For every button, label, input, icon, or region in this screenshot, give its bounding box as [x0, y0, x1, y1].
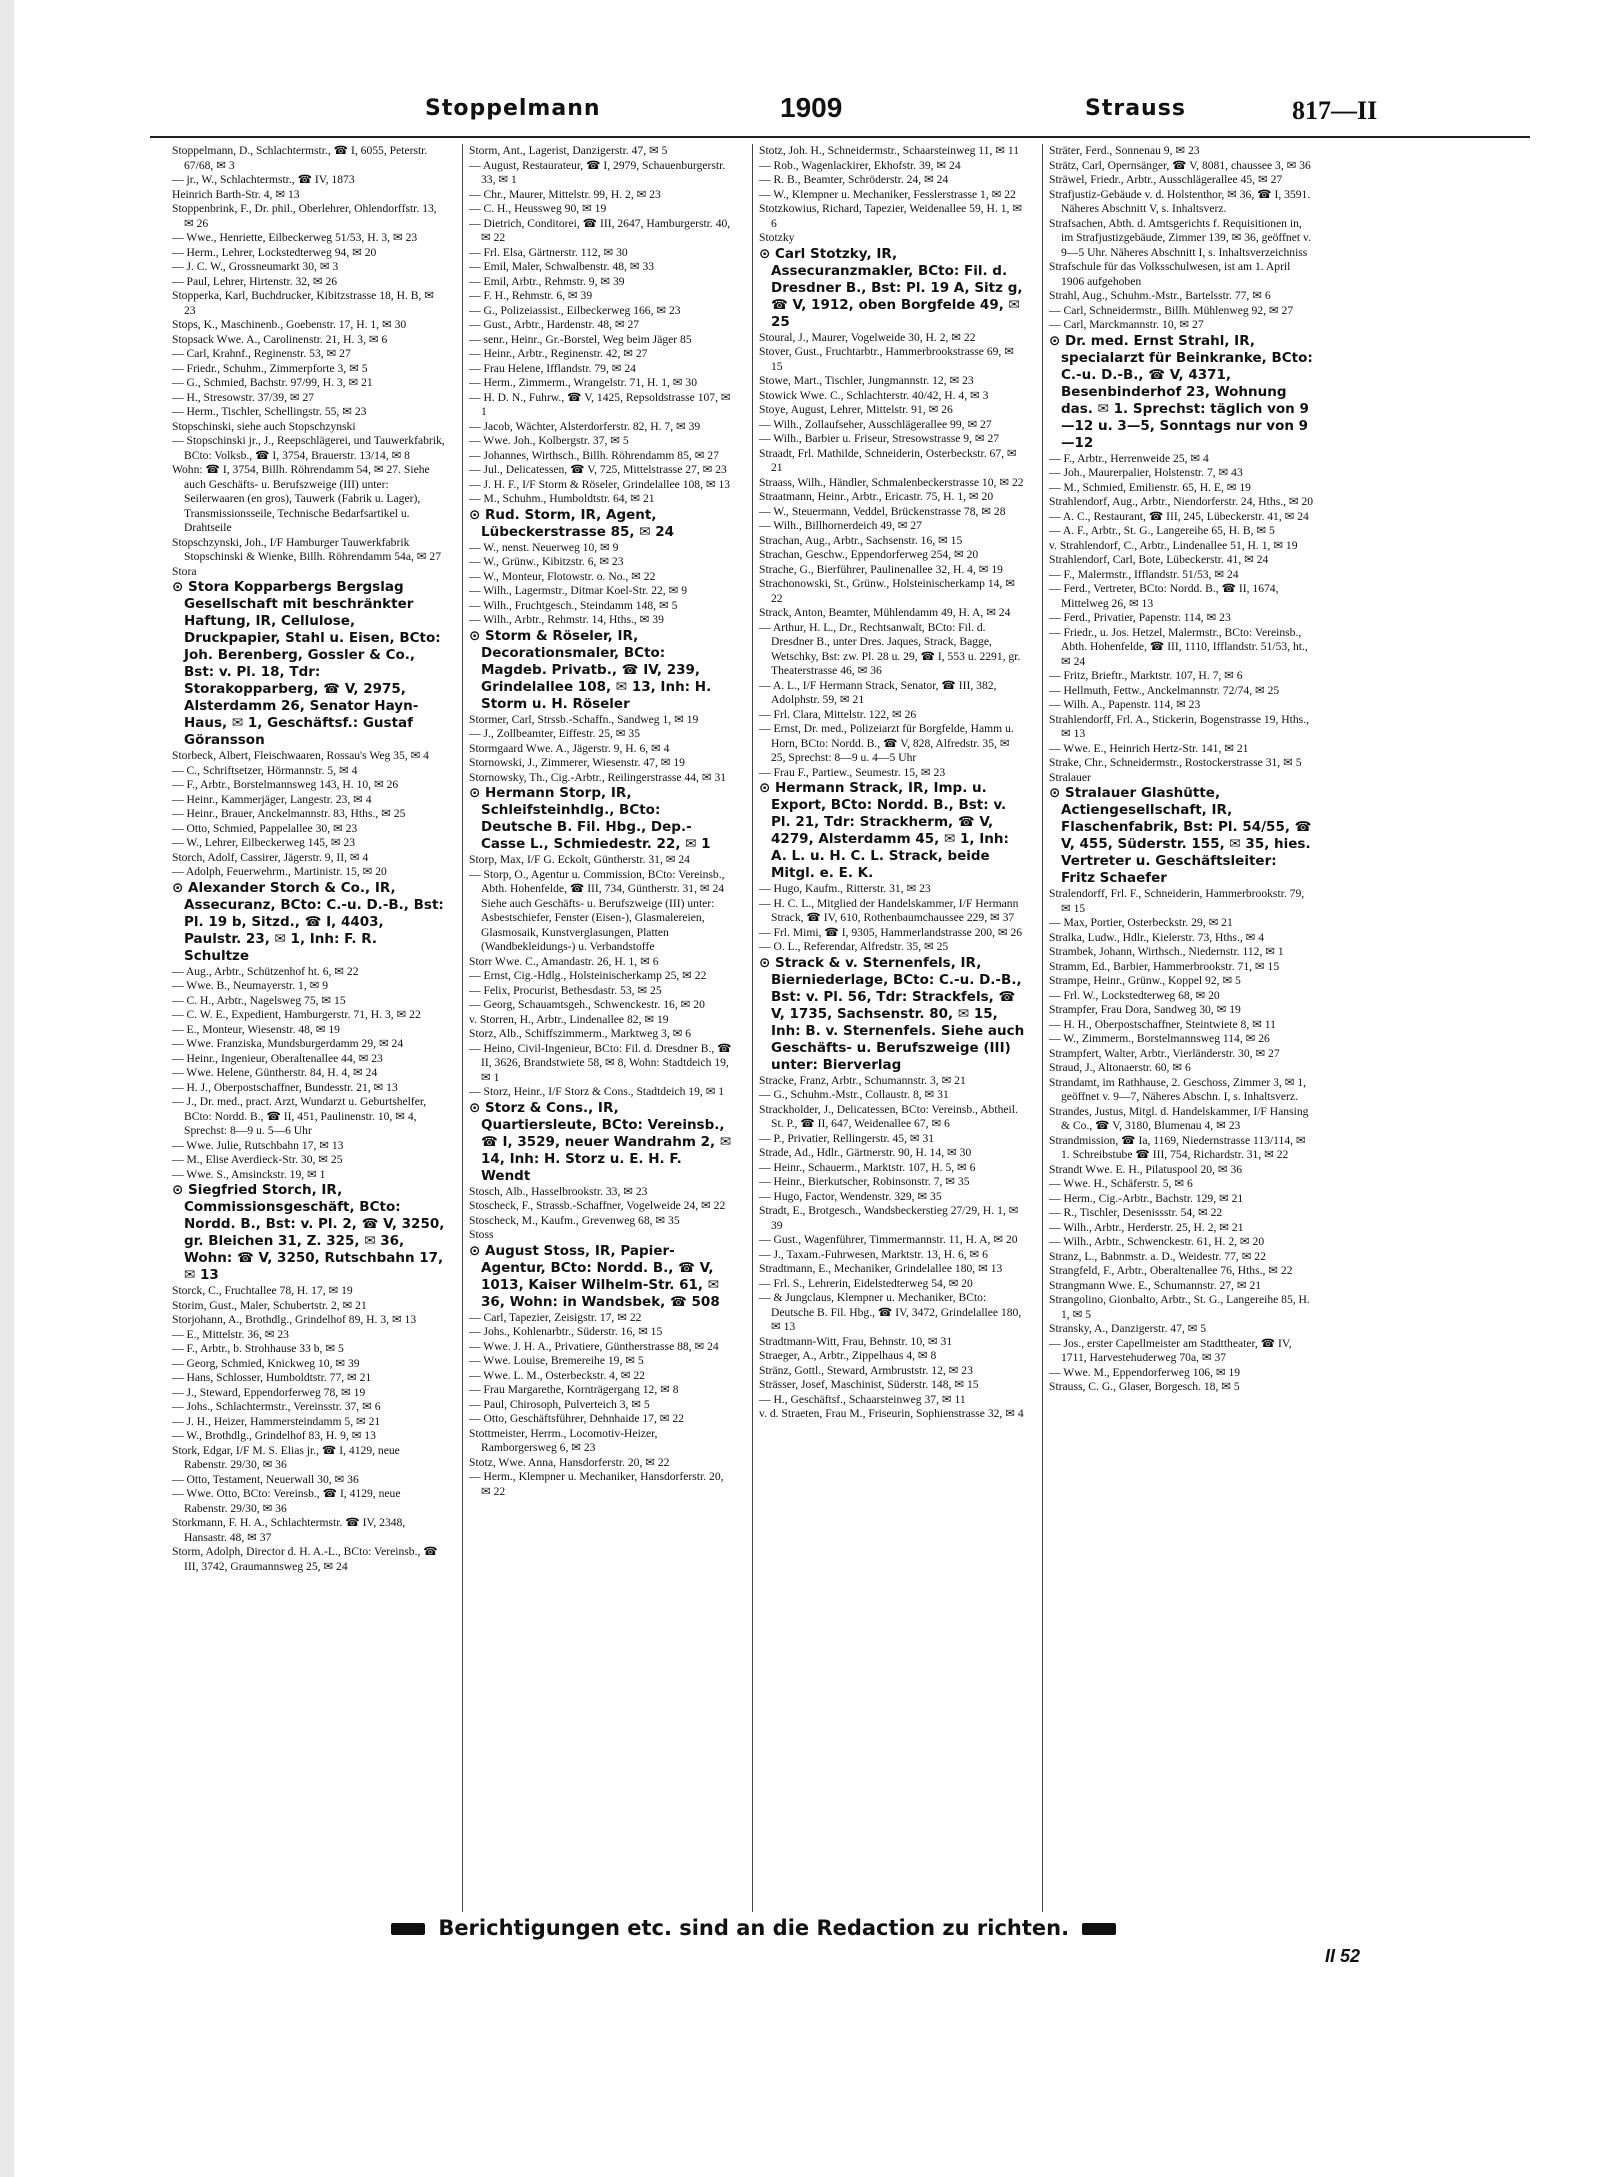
- directory-entry: Strake, Chr., Schneidermstr., Rostockerstrasse 31, ✉ 5: [1049, 756, 1302, 769]
- directory-entry: — Heino, Civil-Ingenieur, BCto: Fil. d. Dresdner B., ☎ II, 3626, Brandstwiete 58, ✉ 8, Wohn: Stadtdeich 19, ✉ 1: [469, 1041, 732, 1084]
- directory-entry: — Wilh. A., Papenstr. 114, ✉ 23: [1049, 698, 1201, 711]
- directory-entry: — Carl, Schneidermstr., Billh. Mühlenweg 92, ✉ 27: [1049, 303, 1294, 317]
- directory-entry: ⊙ Storz & Cons., IR, Quartiersleute, BCto: Vereinsb., ☎ I, 3529, neuer Wandrahm 2, ✉ 14, Inh: H. Storz u. E. H. F. Wendt: [469, 1099, 732, 1184]
- directory-entry: Stosch, Alb., Hasselbrookstr. 33, ✉ 23: [469, 1184, 648, 1198]
- directory-entry: — Storp, O., Agentur u. Commission, BCto: Vereinsb., Abth. Hohenfelde, ☎ III, 734, Güntherstr. 31, ✉ 24 Siehe auch Geschäfts- u. Berufszweige (III) unter: Asbestschiefer, Fenster (Eisen-), Glasmalereien, Glasmosaik, Kunstverglasungen, Platten (Wandbekleidungs-) u. Verbandstoffe: [469, 867, 725, 953]
- directory-entry: — G., Polizeiassist., Eilbeckerweg 166, ✉ 23: [469, 303, 681, 317]
- directory-entry: — Frl. W., Lockstedterweg 68, ✉ 20: [1049, 988, 1220, 1002]
- directory-entry: ⊙ Alexander Storch & Co., IR, Assecuranz, BCto: C.-u. D.-B., Bst: Pl. 19 b, Sitzd., ☎ I, 4403, Paulstr. 23, ✉ 1, Inh: F. R. Schultze: [172, 879, 444, 964]
- directory-entry: Heinrich Barth-Str. 4, ✉ 13: [172, 187, 300, 201]
- directory-entry: — Ernst, Cig.-Hdlg., Holsteinischerkamp 25, ✉ 22: [469, 969, 707, 982]
- directory-entry: Strack, Anton, Beamter, Mühlendamm 49, H. A, ✉ 24: [759, 606, 1011, 619]
- directory-entry: — Ferd., Vertreter, BCto: Nordd. B., ☎ II, 1674, Mittelweg 26, ✉ 13: [1049, 582, 1279, 610]
- directory-entry: Strandt Wwe. E. H., Pilatuspool 20, ✉ 36: [1049, 1162, 1243, 1176]
- directory-entry: Strandmission, ☎ Ia, 1169, Niedernstrasse 113/114, ✉ 1. Schreibstube ☎ III, 754, Richardstr. 31, ✉ 22: [1049, 1133, 1306, 1161]
- directory-entry: v. d. Straeten, Frau M., Friseurin, Sophienstrasse 32, ✉ 4: [759, 1407, 1024, 1420]
- directory-entry: Strätz, Carl, Opernsänger, ☎ V, 8081, chaussee 3, ✉ 36: [1049, 158, 1311, 172]
- directory-entry: — P., Privatier, Rellingerstr. 45, ✉ 31: [759, 1131, 935, 1145]
- directory-entry: — Wilh., Arbtr., Herderstr. 25, H. 2, ✉ 21: [1049, 1220, 1244, 1234]
- directory-entry: — W., Lehrer, Eilbeckerweg 145, ✉ 23: [172, 836, 356, 849]
- directory-entry: — Jacob, Wächter, Alsterdorferstr. 82, H. 7, ✉ 39: [469, 419, 701, 433]
- directory-entry: Strauss, C. G., Glaser, Borgesch. 18, ✉ 5: [1049, 1380, 1240, 1393]
- directory-entry: Strackholder, J., Delicatessen, BCto: Vereinsb., Abtheil. St. P., ☎ II, 647, Weidenallee 67, ✉ 6: [759, 1102, 1018, 1130]
- directory-entry: Stoural, J., Maurer, Vogelweide 30, H. 2, ✉ 22: [759, 330, 976, 344]
- directory-entry: — J. H. F., I/F Storm & Röseler, Grindelallee 108, ✉ 13: [469, 477, 731, 491]
- directory-entry: — Arthur, H. L., Dr., Rechtsanwalt, BCto: Fil. d. Dresdner B., unter Dres. Jaques, Strack, Bagge, Wetschky, Bst: zw. Pl. 28 u. 29, ☎ I, 553 u. 2291, gr. Theaterstrasse 46, ✉ 36: [759, 620, 1021, 677]
- directory-entry: — Wwe. Otto, BCto: Vereinsb., ☎ I, 4129, neue Rabenstr. 29/30, ✉ 36: [172, 1487, 401, 1515]
- directory-entry: — Rob., Wagenlackirer, Ekhofstr. 39, ✉ 24: [759, 158, 961, 172]
- directory-entry: Stornowsky, Th., Cig.-Arbtr., Reilingerstrasse 44, ✉ 31: [469, 770, 727, 784]
- directory-entry: — J., Steward, Eppendorferweg 78, ✉ 19: [172, 1385, 366, 1399]
- directory-entry: — Hellmuth, Fettw., Anckelmannstr. 72/74, ✉ 25: [1049, 683, 1280, 697]
- directory-entry: Strachan, Geschw., Eppendorferweg 254, ✉ 20: [759, 548, 979, 561]
- directory-entry: Stralauer: [1049, 770, 1091, 784]
- directory-entry: — Joh., Maurerpalier, Holstenstr. 7, ✉ 43: [1049, 466, 1243, 479]
- directory-entry: — W., Grünw., Kibitzstr. 6, ✉ 23: [469, 555, 624, 568]
- directory-entry: — Gust., Wagenführer, Timmermannstr. 11, H. A, ✉ 20: [759, 1233, 1018, 1246]
- directory-entry: Stotz, Joh. H., Schneidermstr., Schaarsteinweg 11, ✉ 11: [759, 144, 1020, 157]
- directory-entry: — Jul., Delicatessen, ☎ V, 725, Mittelstrasse 27, ✉ 23: [469, 463, 727, 476]
- directory-entry: Stoppenbrink, F., Dr. phil., Oberlehrer, Ohlendorffstr. 13, ✉ 26: [172, 202, 437, 230]
- directory-entry: — H., Stresowstr. 37/39, ✉ 27: [172, 390, 315, 404]
- directory-entry: — Storz, Heinr., I/F Storz & Cons., Stadtdeich 19, ✉ 1: [469, 1085, 725, 1098]
- directory-entry: Stopsack Wwe. A., Carolinenstr. 21, H. 3, ✉ 6: [172, 332, 388, 346]
- directory-entry: ⊙ Hermann Strack, IR, Imp. u. Export, BCto: Nordd. B., Bst: v. Pl. 21, Tdr: Strackherm, ☎ V, 4279, Alsterdamm 45, ✉ 1, Inh: A. L. u. H. C. L. Strack, beide Mitgl. e. E. K.: [759, 780, 1009, 881]
- directory-entry: — Wwe. M., Eppendorferweg 106, ✉ 19: [1049, 1365, 1241, 1379]
- directory-entry: — C. H., Heussweg 90, ✉ 19: [469, 202, 607, 215]
- directory-entry: — H. C. L., Mitglied der Handelskammer, I/F Hermann Strack, ☎ IV, 610, Rothenbaumchaussee 229, ✉ 37: [759, 896, 1019, 924]
- directory-entry: — M., Schuhm., Humboldtstr. 64, ✉ 21: [469, 492, 655, 505]
- directory-entry: — H. H., Oberpostschaffner, Steintwiete 8, ✉ 11: [1049, 1017, 1276, 1031]
- scan-margin: [0, 0, 14, 2177]
- directory-entry: — Heinr., Ingenieur, Oberaltenallee 44, ✉ 23: [172, 1051, 383, 1065]
- directory-entry: — Heinr., Bierkutscher, Robinsonstr. 7, ✉ 35: [759, 1175, 970, 1188]
- directory-entry: — Herm., Lehrer, Lockstedterweg 94, ✉ 20: [172, 245, 377, 259]
- directory-entry: — G., Schmied, Bachstr. 97/99, H. 3, ✉ 21: [172, 376, 373, 389]
- directory-entry: Storp, Max, I/F G. Eckolt, Güntherstr. 31, ✉ 24: [469, 853, 690, 866]
- directory-entry: — Ernst, Dr. med., Polizeiarzt für Borgfelde, Hamm u. Horn, BCto: Nordd. B., ☎ V, 828, Alfredstr. 35, ✉ 25, Sprechst: 8—9 u. 4—5 Uhr: [759, 722, 1014, 764]
- directory-entry: — Wilh., Arbtr., Schwenckestr. 61, H. 2, ✉ 20: [1049, 1235, 1265, 1248]
- directory-entry: ⊙ Hermann Storp, IR, Schleifsteinhdlg., BCto: Deutsche B. Fil. Hbg., Dep.-Casse L., Schmiedestr. 22, ✉ 1: [469, 785, 711, 852]
- directory-entry: Stränz, Gottl., Steward, Armbruststr. 12, ✉ 23: [759, 1363, 973, 1377]
- header-page-number: 817—II: [1292, 96, 1378, 125]
- directory-entry: ⊙ Carl Stotzky, IR, Assecuranzmakler, BCto: Fil. d. Dresdner B., Bst: Pl. 19 A, Sitz g, ☎ V, 1912, oben Borgfelde 49, ✉ 25: [759, 245, 1023, 330]
- directory-entry: Storim, Gust., Maler, Schubertstr. 2, ✉ 21: [172, 1298, 367, 1312]
- directory-entry: — Heinr., Brauer, Anckelmannstr. 83, Hths., ✉ 25: [172, 807, 406, 820]
- directory-entry: Strässer, Josef, Maschinist, Süderstr. 148, ✉ 15: [759, 1378, 979, 1391]
- directory-entry: — F., Arbtr., b. Strohhause 33 b, ✉ 5: [172, 1342, 344, 1355]
- directory-entry: Strampfer, Frau Dora, Sandweg 30, ✉ 19: [1049, 1003, 1241, 1016]
- directory-entry: Storm, Adolph, Director d. H. A.-L., BCto: Vereinsb., ☎ III, 3742, Graumannsweg 25, ✉ 24: [172, 1545, 438, 1573]
- directory-entry: — Paul, Lehrer, Hirtenstr. 32, ✉ 26: [172, 274, 338, 288]
- directory-entry: Stralendorff, Frl. F., Schneiderin, Hammerbrookstr. 79, ✉ 15: [1049, 887, 1305, 915]
- directory-entry: — H. J., Oberpostschaffner, Bundesstr. 21, ✉ 13: [172, 1080, 398, 1094]
- directory-entry: Stora: [172, 564, 197, 578]
- directory-entry: Stoscheck, M., Kaufm., Grevenweg 68, ✉ 35: [469, 1213, 680, 1227]
- directory-entry: — Wwe. H., Schäferstr. 5, ✉ 6: [1049, 1177, 1193, 1190]
- directory-entry: ⊙ Siegfried Storch, IR, Commissionsgeschäft, BCto: Nordd. B., Bst: v. Pl. 2, ☎ V, 3250, gr. Bleichen 31, Z. 325, ✉ 36, Wohn: ☎ V, 3250, Rutschbahn 17, ✉ 13: [172, 1182, 445, 1283]
- directory-entry: Strampe, Heinr., Grünw., Koppel 92, ✉ 5: [1049, 974, 1241, 987]
- directory-entry: — Wwe. S., Amsinckstr. 19, ✉ 1: [172, 1167, 326, 1181]
- directory-entry: — M., Elise Averdieck-Str. 30, ✉ 25: [172, 1153, 343, 1166]
- directory-entry: Stracke, Franz, Arbtr., Schumannstr. 3, ✉ 21: [759, 1073, 966, 1087]
- page-signature: II 52: [1325, 1946, 1361, 1966]
- directory-entry: — W., Monteur, Flotowstr. o. No., ✉ 22: [469, 569, 656, 583]
- directory-entry: — Wwe. Joh., Kolbergstr. 37, ✉ 5: [469, 434, 629, 447]
- directory-entry: — Fritz, Brieftr., Marktstr. 107, H. 7, ✉ 6: [1049, 669, 1243, 682]
- directory-entry: — Emil, Arbtr., Rehmstr. 9, ✉ 39: [469, 274, 625, 288]
- directory-entry: — Emil, Maler, Schwalbenstr. 48, ✉ 33: [469, 260, 655, 273]
- directory-entry: — Frl. Elsa, Gärtnerstr. 112, ✉ 30: [469, 245, 628, 259]
- directory-entry: — Frau Margarethe, Kornträgergang 12, ✉ 8: [469, 1383, 679, 1396]
- directory-entry: Storz, Alb., Schiffszimmerm., Marktweg 3, ✉ 6: [469, 1027, 692, 1040]
- directory-entry: — W., Zimmerm., Borstelmannsweg 114, ✉ 26: [1049, 1032, 1270, 1045]
- directory-entry: — senr., Heinr., Gr.-Borstel, Weg beim Jäger 85: [469, 332, 692, 346]
- directory-entry: ⊙ Dr. med. Ernst Strahl, IR, specialarzt für Beinkranke, BCto: C.-u. D.-B., ☎ V, 4371, Besenbinderhof 23, Wohnung das. ✉ 1. Sprechst: täglich von 9—12 u. 3—5, Sonntags nur von 9—12: [1049, 332, 1313, 451]
- directory-entry: — Johs., Schlachtermstr., Vereinsstr. 37, ✉ 6: [172, 1400, 381, 1413]
- directory-entry: — C. H., Arbtr., Nagelsweg 75, ✉ 15: [172, 993, 346, 1007]
- directory-entry: Stramm, Ed., Barbier, Hammerbrookstr. 71, ✉ 15: [1049, 959, 1280, 973]
- directory-entry: Storbeck, Albert, Fleischwaaren, Rossau's Weg 35, ✉ 4: [172, 749, 429, 762]
- directory-entry: Stoscheck, F., Strassb.-Schaffner, Vogelweide 24, ✉ 22: [469, 1199, 726, 1212]
- directory-entry: — W., Klempner u. Mechaniker, Fesslerstrasse 1, ✉ 22: [759, 187, 1016, 201]
- footer-note: [385, 1916, 1122, 1940]
- directory-entry: ⊙ Strack & v. Sternenfels, IR, Bierniederlage, BCto: C.-u. D.-B., Bst: v. Pl. 56, Tdr: Strackfels, ☎ V, 1735, Sachsenstr. 80, ✉ 15, Inh: B. v. Sternenfels. Siehe auch Geschäfts- u. Berufszweige (III) unter: Bierverlag: [759, 954, 1025, 1073]
- directory-entry: — Carl, Tapezier, Zeisigstr. 17, ✉ 22: [469, 1310, 642, 1324]
- directory-entry: Stowick Wwe. C., Schlachterstr. 40/42, H. 4, ✉ 3: [759, 388, 989, 402]
- directory-entry: Storm, Ant., Lagerist, Danzigerstr. 47, ✉ 5: [469, 144, 668, 157]
- directory-entry: — Wwe. Franziska, Mundsburgerdamm 29, ✉ 24: [172, 1037, 404, 1050]
- directory-entry: Stork, Edgar, I/F M. S. Elias jr., ☎ I, 4129, neue Rabenstr. 29/30, ✉ 36: [172, 1443, 400, 1471]
- directory-entry: Stoppelmann, D., Schlachtermstr., ☎ I, 6055, Peterstr. 67/68, ✉ 3: [172, 144, 428, 172]
- directory-entry: — Carl, Krahnf., Reginenstr. 53, ✉ 27: [172, 347, 351, 360]
- directory-entry: — Aug., Arbtr., Schützenhof ht. 6, ✉ 22: [172, 964, 359, 978]
- directory-entry: — A. L., I/F Hermann Strack, Senator, ☎ III, 382, Adolphstr. 59, ✉ 21: [759, 678, 997, 706]
- page-footer: [150, 1916, 1530, 1956]
- directory-entry: Strahlendorff, Frl. A., Stickerin, Bogenstrasse 19, Hths., ✉ 13: [1049, 712, 1309, 740]
- directory-entry: — Heinr., Kammerjäger, Langestr. 23, ✉ 4: [172, 792, 372, 806]
- directory-entry: — R., Tischler, Desenissstr. 54, ✉ 22: [1049, 1206, 1223, 1219]
- directory-entry: — W., Brothdlg., Grindelhof 83, H. 9, ✉ 13: [172, 1429, 376, 1442]
- directory-columns: [172, 144, 1327, 1912]
- directory-entry: Storkmann, F. H. A., Schlachtermstr. ☎ IV, 2348, Hansastr. 48, ✉ 37: [172, 1516, 406, 1544]
- directory-entry: — & Jungclaus, Klempner u. Mechaniker, BCto: Deutsche B. Fil. Hbg., ☎ IV, 3472, Grindelallee 180, ✉ 13: [759, 1291, 1022, 1333]
- header-year: 1909: [780, 92, 843, 123]
- directory-entry: Straadt, Frl. Mathilde, Schneiderin, Osterbeckstr. 67, ✉ 21: [759, 446, 1017, 474]
- directory-entry: Strade, Ad., Hdlr., Gärtnerstr. 90, H. 14, ✉ 30: [759, 1146, 972, 1159]
- directory-entry: — E., Mittelstr. 36, ✉ 23: [172, 1327, 289, 1341]
- column-1: [172, 144, 449, 1912]
- directory-entry: — Wwe. Louise, Bremereihe 19, ✉ 5: [469, 1354, 644, 1367]
- directory-entry: — Wwe. J. H. A., Privatiere, Güntherstrasse 88, ✉ 24: [469, 1339, 719, 1353]
- directory-entry: — Frl. Clara, Mittelstr. 122, ✉ 26: [759, 707, 917, 721]
- directory-entry: — jr., W., Schlachtermstr., ☎ IV, 1873: [172, 173, 355, 186]
- directory-entry: Stotz, Wwe. Anna, Hansdorferstr. 20, ✉ 22: [469, 1455, 670, 1469]
- directory-entry: Strafjustiz-Gebäude v. d. Holstenthor, ✉ 36, ☎ I, 3591. Näheres Abschnitt V, s. Inhaltsverz.: [1049, 187, 1311, 215]
- directory-entry: Wohn: ☎ I, 3754, Billh. Röhrendamm 54, ✉ 27. Siehe auch Geschäfts- u. Berufszweige (III) unter: Seilerwaaren (en gros), Tauwerk (Fabrik u. Lager), Transmissionsseile, Technische Bedarfsartikel u. Drahtseile: [172, 463, 430, 534]
- directory-entry: — Adolph, Feuerwehrm., Martinistr. 15, ✉ 20: [172, 865, 387, 878]
- directory-entry: — Wilh., Lagermstr., Ditmar Koel-Str. 22, ✉ 9: [469, 584, 688, 597]
- directory-entry: — Carl, Marckmannstr. 10, ✉ 27: [1049, 318, 1204, 331]
- directory-entry: Stradtmann-Witt, Frau, Behnstr. 10, ✉ 31: [759, 1334, 953, 1348]
- column-2: [462, 144, 739, 1912]
- directory-entry: — A. F., Arbtr., St. G., Langereihe 65, H. B, ✉ 5: [1049, 524, 1275, 537]
- directory-entry: Straatmann, Heinr., Arbtr., Ericastr. 75, H. 1, ✉ 20: [759, 490, 994, 503]
- directory-entry: — Paul, Chirosoph, Pulverteich 3, ✉ 5: [469, 1397, 650, 1411]
- directory-entry: Strachonowski, St., Grünw., Holsteinischerkamp 14, ✉ 22: [759, 577, 1015, 605]
- directory-entry: — Johannes, Wirthsch., Billh. Röhrendamm 85, ✉ 27: [469, 448, 719, 462]
- directory-entry: — Georg, Schauamtsgeh., Schwenckestr. 16, ✉ 20: [469, 998, 705, 1011]
- directory-entry: — W., nenst. Neuerweg 10, ✉ 9: [469, 540, 619, 554]
- directory-entry: Sträter, Ferd., Sonnenau 9, ✉ 23: [1049, 144, 1200, 157]
- directory-entry: — F., Arbtr., Borstelmannsweg 143, H. 10, ✉ 26: [172, 778, 399, 791]
- directory-entry: — Heinr., Arbtr., Reginenstr. 42, ✉ 27: [469, 347, 648, 360]
- column-4: [1042, 144, 1319, 1912]
- pointing-hand-icon: [391, 1923, 425, 1935]
- directory-entry: — Hugo, Factor, Wendenstr. 329, ✉ 35: [759, 1189, 942, 1203]
- header-last-name: Strauss: [1085, 96, 1186, 121]
- directory-entry: — Otto, Schmied, Pappelallee 30, ✉ 23: [172, 821, 358, 835]
- directory-entry: — Otto, Testament, Neuerwall 30, ✉ 36: [172, 1472, 359, 1486]
- footer-note-text: Berichtigungen etc. sind an die Redaction zu richten.: [438, 1916, 1070, 1940]
- directory-entry: Stormgaard Wwe. A., Jägerstr. 9, H. 6, ✉ 4: [469, 741, 670, 755]
- directory-entry: — G., Schuhm.-Mstr., Collaustr. 8, ✉ 31: [759, 1088, 949, 1101]
- directory-entry: Stormer, Carl, Strssb.-Schaffn., Sandweg 1, ✉ 19: [469, 712, 699, 726]
- directory-entry: — F., Malermstr., Ifflandstr. 51/53, ✉ 24: [1049, 567, 1239, 581]
- directory-entry: Stover, Gust., Fruchtarbtr., Hammerbrookstrasse 69, ✉ 15: [759, 345, 1014, 373]
- directory-entry: — Hugo, Kaufm., Ritterstr. 31, ✉ 23: [759, 882, 931, 895]
- directory-entry: — Wwe. B., Neumayerstr. 1, ✉ 9: [172, 979, 329, 992]
- directory-entry: Strahl, Aug., Schuhm.-Mstr., Bartelsstr. 77, ✉ 6: [1049, 289, 1271, 302]
- directory-entry: — A. C., Restaurant, ☎ III, 245, Lübeckerstr. 41, ✉ 24: [1049, 509, 1309, 523]
- directory-entry: Stradt, E., Brotgesch., Wandsbeckerstieg 27/29, H. 1, ✉ 39: [759, 1204, 1019, 1232]
- directory-entry: — Wwe. L. M., Osterbeckstr. 4, ✉ 22: [469, 1368, 645, 1382]
- directory-entry: Strampfert, Walter, Arbtr., Vierländerstr. 30, ✉ 27: [1049, 1046, 1280, 1060]
- directory-entry: — Wwe. Helene, Güntherstr. 84, H. 4, ✉ 24: [172, 1066, 378, 1079]
- directory-entry: v. Strahlendorf, C., Arbtr., Lindenallee 51, H. 1, ✉ 19: [1049, 538, 1298, 552]
- directory-entry: Strangolino, Gionbalto, Arbtr., St. G., Langereihe 85, H. 1, ✉ 5: [1049, 1293, 1310, 1321]
- column-3: [752, 144, 1029, 1912]
- directory-entry: — Dietrich, Conditorei, ☎ III, 2647, Hamburgerstr. 40, ✉ 22: [469, 216, 731, 244]
- directory-entry: — F. H., Rehmstr. 6, ✉ 39: [469, 289, 593, 302]
- directory-entry: — Wilh., Arbtr., Rehmstr. 14, Hths., ✉ 39: [469, 613, 664, 626]
- directory-entry: — Hans, Schlosser, Humboldtstr. 77, ✉ 21: [172, 1371, 372, 1384]
- directory-entry: — J. H., Heizer, Hammersteindamm 5, ✉ 21: [172, 1414, 381, 1428]
- header-first-name: Stoppelmann: [425, 96, 601, 121]
- directory-entry: — J., Zollbeamter, Eiffestr. 25, ✉ 35: [469, 727, 640, 740]
- pointing-hand-icon: [1082, 1923, 1116, 1935]
- directory-entry: — Frl. Mimi, ☎ I, 9305, Hammerlandstrasse 200, ✉ 26: [759, 925, 1023, 939]
- directory-entry: — O. L., Referendar, Alfredstr. 35, ✉ 25: [759, 940, 949, 953]
- directory-entry: — Frl. S., Lehrerin, Eidelstedterweg 54, ✉ 20: [759, 1276, 973, 1290]
- directory-entry: Strambek, Johann, Wirthsch., Niedernstr. 112, ✉ 1: [1049, 945, 1284, 958]
- directory-entry: Stradtmann, E., Mechaniker, Grindelallee 180, ✉ 13: [759, 1262, 1003, 1275]
- directory-entry: Stoss: [469, 1228, 494, 1241]
- directory-entry: Stopschinski, siehe auch Stopschzynski: [172, 419, 356, 433]
- directory-entry: — J., Taxam.-Fuhrwesen, Marktstr. 13, H. 6, ✉ 6: [759, 1247, 988, 1261]
- directory-entry: Strafsachen, Abth. d. Amtsgerichts f. Requisitionen in, im Strafjustizgebäude, Zimmer 139, ✉ 36, geöffnet v. 9—5 Uhr. Näheres Abschnitt I, s. Inhaltsverzeichniss: [1049, 216, 1311, 259]
- directory-entry: v. Storren, H., Arbtr., Lindenallee 82, ✉ 19: [469, 1012, 669, 1026]
- directory-entry: Strandamt, im Rathhause, 2. Geschoss, Zimmer 3, ✉ 1, geöffnet v. 9—7, Näheres Abschn. I, s. Inhaltsverz.: [1049, 1075, 1307, 1103]
- directory-entry: Stopschzynski, Joh., I/F Hamburger Tauwerkfabrik Stopschinski & Wienke, Billh. Röhrendamm 54a, ✉ 27: [172, 535, 441, 563]
- directory-entry: Storr Wwe. C., Amandastr. 26, H. 1, ✉ 6: [469, 954, 659, 968]
- directory-entry: — Wilh., Zollaufseher, Ausschlägerallee 99, ✉ 27: [759, 417, 992, 431]
- directory-entry: Straass, Wilh., Händler, Schmalenbeckerstrasse 10, ✉ 22: [759, 475, 1024, 489]
- directory-entry: — Wilh., Fruchtgesch., Steindamm 148, ✉ 5: [469, 598, 678, 612]
- directory-entry: ⊙ Storm & Röseler, IR, Decorationsmaler, BCto: Magdeb. Privatb., ☎ IV, 239, Grindelallee 108, ✉ 13, Inh: H. Storm u. H. Röseler: [469, 627, 712, 712]
- directory-entry: — F., Arbtr., Herrenweide 25, ✉ 4: [1049, 451, 1209, 465]
- directory-entry: Strangfeld, F., Arbtr., Oberaltenallee 76, Hths., ✉ 22: [1049, 1264, 1293, 1277]
- directory-entry: Sträwel, Friedr., Arbtr., Ausschlägerallee 45, ✉ 27: [1049, 173, 1283, 186]
- directory-entry: — Ferd., Privatier, Papenstr. 114, ✉ 23: [1049, 611, 1231, 624]
- directory-entry: — Herm., Tischler, Schellingstr. 55, ✉ 23: [172, 405, 367, 418]
- directory-entry: — Georg, Schmied, Knickweg 10, ✉ 39: [172, 1356, 360, 1370]
- directory-entry: ⊙ August Stoss, IR, Papier-Agentur, BCto: Nordd. B., ☎ V, 1013, Kaiser Wilhelm-Str. 61, ✉ 36, Wohn: in Wandsbek, ☎ 508: [469, 1242, 720, 1310]
- page-header: [150, 78, 1530, 138]
- directory-entry: — Herm., Klempner u. Mechaniker, Hansdorferstr. 20, ✉ 22: [469, 1470, 724, 1498]
- directory-entry: Stopperka, Karl, Buchdrucker, Kibitzstrasse 18, H. B, ✉ 23: [172, 289, 435, 317]
- directory-entry: — Herm., Zimmerm., Wrangelstr. 71, H. 1, ✉ 30: [469, 376, 697, 389]
- directory-entry: — Gust., Arbtr., Hardenstr. 48, ✉ 27: [469, 318, 640, 331]
- directory-entry: Strache, G., Bierführer, Paulinenallee 32, H. 4, ✉ 19: [759, 562, 1003, 576]
- directory-entry: — C. W. E., Expedient, Hamburgerstr. 71, H. 3, ✉ 22: [172, 1008, 421, 1021]
- directory-entry: — Wilh., Barbier u. Friseur, Stresowstrasse 9, ✉ 27: [759, 432, 1000, 445]
- directory-entry: — Max, Portier, Osterbeckstr. 29, ✉ 21: [1049, 916, 1233, 929]
- directory-entry: — E., Monteur, Wiesenstr. 48, ✉ 19: [172, 1022, 340, 1036]
- directory-entry: — Johs., Kohlenarbtr., Süderstr. 16, ✉ 15: [469, 1325, 663, 1338]
- directory-entry: Straeger, A., Arbtr., Zippelhaus 4, ✉ 8: [759, 1349, 937, 1362]
- directory-entry: Strangmann Wwe. E., Schumannstr. 27, ✉ 21: [1049, 1278, 1262, 1292]
- directory-entry: Storck, C., Fruchtallee 78, H. 17, ✉ 19: [172, 1284, 353, 1297]
- directory-entry: — C., Schriftsetzer, Hörmannstr. 5, ✉ 4: [172, 763, 358, 777]
- directory-entry: — Wwe., Henriette, Eilbeckerweg 51/53, H. 3, ✉ 23: [172, 231, 418, 244]
- directory-entry: — Friedr., Schuhm., Zimmerpforte 3, ✉ 5: [172, 361, 368, 375]
- directory-entry: Strafschule für das Volksschulwesen, ist am 1. April 1906 aufgehoben: [1049, 260, 1291, 288]
- directory-entry: ⊙ Stralauer Glashütte, Actiengesellschaft, IR, Flaschenfabrik, Bst: Pl. 54/55, ☎ V, 455, Süderstr. 155, ✉ 35, hies. Vertreter u. Geschäftsleiter: Fritz Schaefer: [1049, 785, 1312, 886]
- directory-entry: Straud, J., Altonaerstr. 60, ✉ 6: [1049, 1061, 1191, 1074]
- directory-entry: Strahlendorf, Carl, Bote, Lübeckerstr. 41, ✉ 24: [1049, 553, 1269, 566]
- directory-entry: — Otto, Geschäftsführer, Dehnhaide 17, ✉ 22: [469, 1412, 684, 1425]
- directory-entry: ⊙ Stora Kopparbergs Bergslag Gesellschaft mit beschränkter Haftung, IR, Cellulose, Druckpapier, Stahl u. Eisen, BCto: Joh. Berenberg, Gossler & Co., Bst: v. Pl. 18, Tdr: Storakopparberg, ☎ V, 2975, Alsterdamm 26, Senator Hayn-Haus, ✉ 1, Geschäftsf.: Gustaf Göransson: [172, 579, 441, 748]
- directory-entry: Stops, K., Maschinenb., Goebenstr. 17, H. 1, ✉ 30: [172, 318, 407, 331]
- directory-entry: Storjohann, A., Brothdlg., Grindelhof 89, H. 3, ✉ 13: [172, 1313, 417, 1326]
- directory-entry: — W., Steuermann, Veddel, Brückenstrasse 78, ✉ 28: [759, 504, 1006, 518]
- directory-entry: — Wwe. Julie, Rutschbahn 17, ✉ 13: [172, 1138, 344, 1152]
- directory-entry: Strachan, Aug., Arbtr., Sachsenstr. 16, ✉ 15: [759, 533, 963, 547]
- directory-entry: Stotzky: [759, 231, 795, 244]
- directory-entry: — Heinr., Schauerm., Marktstr. 107, H. 5, ✉ 6: [759, 1160, 976, 1174]
- directory-entry: — H. D. N., Fuhrw., ☎ V, 1425, Repsoldstrasse 107, ✉ 1: [469, 390, 731, 418]
- directory-entry: — H., Geschäftsf., Schaarsteinweg 37, ✉ 11: [759, 1392, 966, 1406]
- directory-entry: Stranz, L., Babnmstr. a. D., Weidestr. 77, ✉ 22: [1049, 1249, 1266, 1263]
- directory-entry: — M., Schmied, Emilienstr. 65, H. E, ✉ 19: [1049, 480, 1251, 494]
- directory-entry: Stransky, A., Danzigerstr. 47, ✉ 5: [1049, 1322, 1207, 1335]
- directory-page: [150, 78, 1530, 2038]
- directory-entry: — Felix, Procurist, Bethesdastr. 53, ✉ 25: [469, 983, 662, 997]
- directory-entry: Stralka, Ludw., Hdlr., Kielerstr. 73, Hths., ✉ 4: [1049, 930, 1265, 944]
- directory-entry: — Frau Helene, Ifflandstr. 79, ✉ 24: [469, 361, 636, 375]
- directory-entry: — Chr., Maurer, Mittelstr. 99, H. 2, ✉ 23: [469, 187, 661, 201]
- directory-entry: Strahlendorf, Aug., Arbtr., Niendorferstr. 24, Hths., ✉ 20: [1049, 495, 1314, 508]
- directory-entry: Stottmeister, Herrm., Locomotiv-Heizer, Ramborgersweg 6, ✉ 23: [469, 1426, 658, 1454]
- directory-entry: — Wilh., Billhornerdeich 49, ✉ 27: [759, 519, 922, 532]
- directory-entry: — Herm., Cig.-Arbtr., Bachstr. 129, ✉ 21: [1049, 1191, 1244, 1205]
- directory-entry: Stoye, August, Lehrer, Mittelstr. 91, ✉ 26: [759, 403, 953, 416]
- directory-entry: — Stopschinski jr., J., Reepschlägerei, und Tauwerkfabrik, BCto: Volksb., ☎ I, 3754, Brauerstr. 13/14, ✉ 8: [172, 434, 445, 462]
- directory-entry: Storch, Adolf, Cassirer, Jägerstr. 9, II, ✉ 4: [172, 850, 369, 864]
- directory-entry: ⊙ Rud. Storm, IR, Agent, Lübeckerstrasse 85, ✉ 24: [469, 506, 675, 540]
- directory-entry: — J., Dr. med., pract. Arzt, Wundarzt u. Geburtshelfer, BCto: Nordd. B., ☎ II, 451, Paulinenstr. 10, ✉ 4, Sprechst: 8—9 u. 5—6 Uhr: [172, 1095, 427, 1137]
- directory-entry: — Friedr., u. Jos. Hetzel, Malermstr., BCto: Vereinsb., Abth. Hohenfelde, ☎ III, 1110, Ifflandstr. 51/53, ht., ✉ 24: [1049, 625, 1308, 668]
- directory-entry: Stornowski, J., Zimmerer, Wiesenstr. 47, ✉ 19: [469, 756, 685, 769]
- directory-entry: Stowe, Mart., Tischler, Jungmannstr. 12, ✉ 23: [759, 374, 974, 387]
- directory-entry: Strandes, Justus, Mitgl. d. Handelskammer, I/F Hansing & Co., ☎ V, 3180, Blumenau 4, ✉ 23: [1049, 1104, 1309, 1132]
- directory-entry: — Jos., erster Capellmeister am Stadttheater, ☎ IV, 1711, Harvestehuderweg 70a, ✉ 37: [1049, 1336, 1292, 1364]
- directory-entry: Stotzkowius, Richard, Tapezier, Weidenallee 59, H. 1, ✉ 6: [759, 202, 1023, 230]
- directory-entry: — Frau F., Partiew., Seumestr. 15, ✉ 23: [759, 765, 946, 779]
- directory-entry: — J. C. W., Grossneumarkt 30, ✉ 3: [172, 260, 339, 273]
- directory-entry: — August, Restaurateur, ☎ I, 2979, Schauenburgerstr. 33, ✉ 1: [469, 158, 726, 186]
- directory-entry: — R. B., Beamter, Schröderstr. 24, ✉ 24: [759, 173, 949, 186]
- directory-entry: — Wwe. E., Heinrich Hertz-Str. 141, ✉ 21: [1049, 741, 1249, 755]
